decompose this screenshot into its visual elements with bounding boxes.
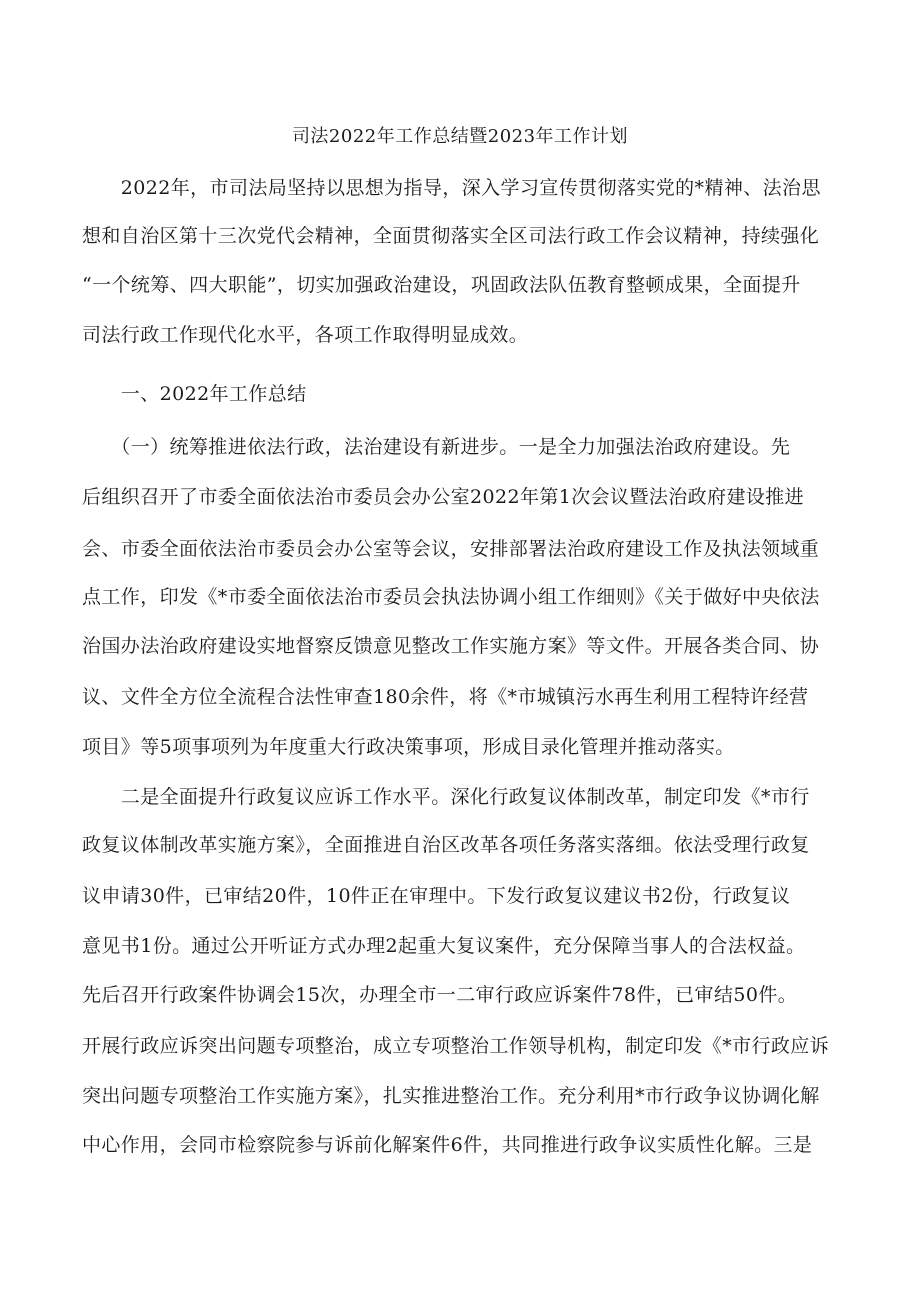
paragraph-line: 开展行政应诉突出问题专项整治，成立专项整治工作领导机构，制定印发《*市行政应诉 [82,1035,830,1057]
paragraph-line: 二是全面提升行政复议应诉工作水平。深化行政复议体制改革，制定印发《*市行 [82,786,810,808]
paragraph-line: 想和自治区第十三次党代会精神，全面贯彻落实全区司法行政工作会议精神，持续强化 [82,225,820,247]
paragraph-line: “一个统筹、四大职能”，切实加强政治建设，巩固政法队伍教育整顿成果，全面提升 [82,274,801,296]
paragraph-line: 议申请30件，已审结20件，10件正在审理中。下发行政复议建议书2份，行政复议 [82,885,791,907]
paragraph-line: 先后召开行政案件协调会15次，办理全市一二审行政应诉案件78件，已审结50件。 [82,984,798,1006]
paragraph-line: 后组织召开了市委全面依法治市委员会办公室2022年第1次会议暨法治政府建设推进 [82,486,805,508]
paragraph-line: 点工作，印发《*市委全面依法治市委员会执法协调小组工作细则》《关于做好中央依法 [82,586,820,608]
document-title: 司法2022年工作总结暨2023年工作计划 [291,126,629,147]
paragraph-line: 突出问题专项整治工作实施方案》，扎实推进整治工作。充分利用*市行政争议协调化解 [82,1085,820,1107]
paragraph-line: 司法行政工作现代化水平，各项工作取得明显成效。 [82,324,529,346]
paragraph-line: 2022年，市司法局坚持以思想为指导，深入学习宣传贯彻落实党的*精神、法治思 [82,177,821,199]
paragraph-line: 中心作用，会同市检察院参与诉前化解案件6件，共同推进行政争议实质性化解。三是 [82,1134,813,1156]
paragraph-line: 治国办法治政府建设实地督察反馈意见整改工作实施方案》等文件。开展各类合同、协 [82,635,820,657]
paragraph-line: 政复议体制改革实施方案》，全面推进自治区改革各项任务落实落细。依法受理行政复 [82,834,810,856]
section-heading: 一、2022年工作总结 [82,383,307,405]
paragraph-line: （一）统筹推进依法行政，法治建设有新进步。一是全力加强法治政府建设。先 [82,436,791,458]
paragraph-line: 议、文件全方位全流程合法性审查180余件，将《*市城镇污水再生利用工程特许经营 [82,686,809,708]
paragraph-line: 意见书1份。通过公开听证方式办理2起重大复议案件，充分保障当事人的合法权益。 [82,935,806,957]
paragraph-line: 会、市委全面依法治市委员会办公室等会议，安排部署法治政府建设工作及执法领域重 [82,538,820,560]
paragraph-line: 项目》等5项事项列为年度重大行政决策事项，形成目录化管理并推动落实。 [82,736,735,758]
